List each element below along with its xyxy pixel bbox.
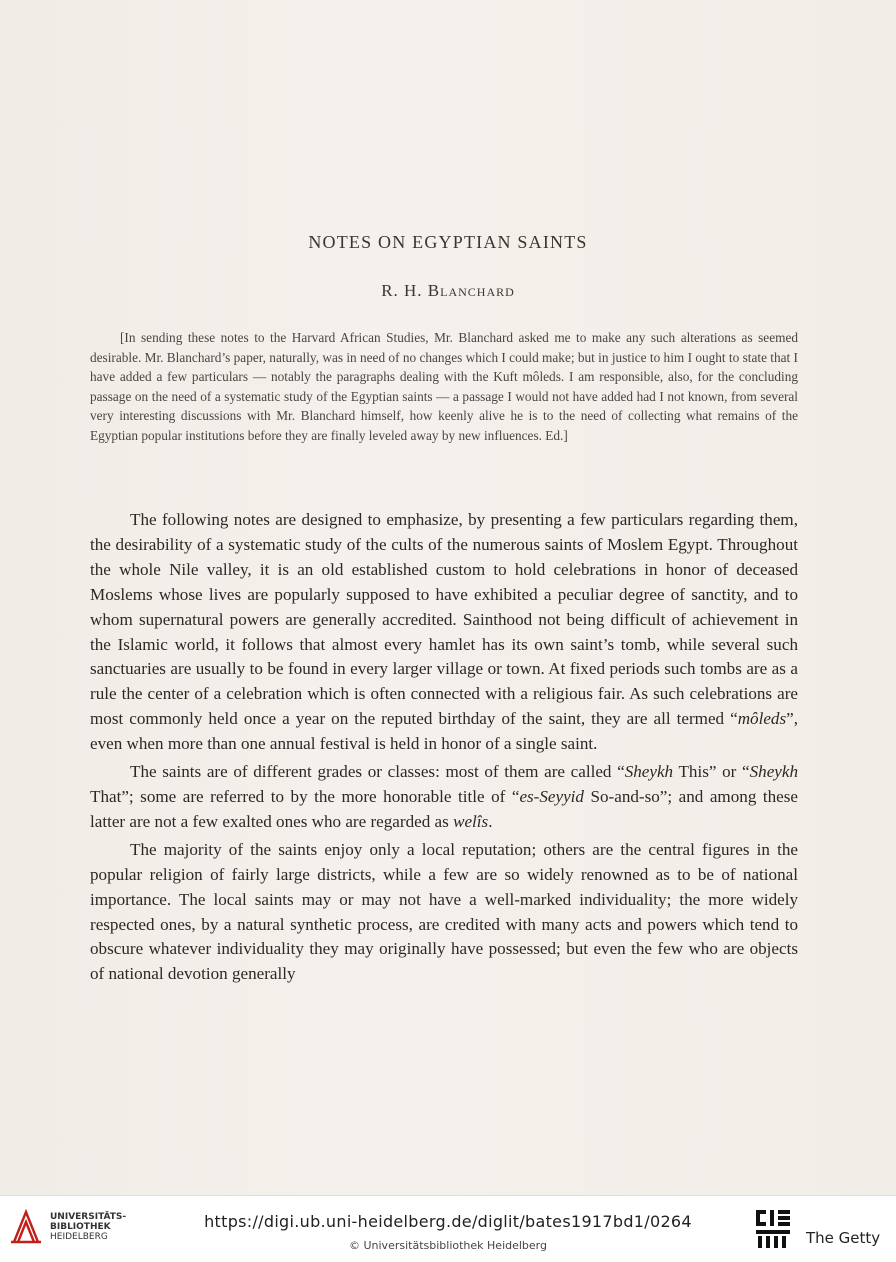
permalink-url[interactable]: https://digi.ub.uni-heidelberg.de/diglit/bates1917bd1/0264 bbox=[204, 1212, 692, 1231]
library-name-line-2: BIBLIOTHEK bbox=[50, 1222, 111, 1232]
editor-note bbox=[90, 328, 798, 446]
moleds-term: môleds bbox=[737, 709, 787, 729]
library-name-line-3: HEIDELBERG bbox=[50, 1232, 108, 1242]
library-name-line-1: UNIVERSITÄTS- bbox=[50, 1212, 127, 1222]
paragraph-2 bbox=[90, 760, 798, 835]
viewer-footer bbox=[0, 1195, 896, 1262]
editor-note-text: [In sending these notes to the Harvard African Studies, Mr. Blanchard asked me to make any such alterations as seemed desirable. Mr. Blanchard’s paper, naturally, was in need of no changes which I could make; but in justice to him I ought to state that I have added a few particulars — notably the paragraphs dealing with the Kuft môleds. I am responsible, also, for the concluding passage on the need of a systematic study of the Egyptian saints — a passage I would not have added had I not known, from several very interesting discussions with Mr. Blanchard himself, how keenly alive he is to the need of collecting what remains of the Egyptian popular institutions before they are finally leveled away by new influences. Ed.] bbox=[90, 330, 798, 443]
paragraph-1-text-a: The following notes are designed to emphasize, by presenting a few particulars regarding them, the desirability of a systematic study of the cults of the numerous saints of Moslem Egypt. Throughout the whole Nile valley, it is an old established custom to hold celebrations in honor of deceased Moslems whose lives are popularly supposed to have exhibited a peculiar degree of sanctity, and to whom supernatural powers are generally accredited. Sainthood not being difficult of achievement in the Islamic world, it follows that almost every hamlet has its own saint’s tomb, while several such sanctuaries are usually to be found in every larger village or town. At fixed periods such tombs are as a rule the center of a celebration which is often connected with a religious fair. As such celebrations are most commonly held once a year on the reputed birthday of the saint, they are all termed “ bbox=[90, 510, 798, 729]
copyright-notice: © Universitätsbibliothek Heidelberg bbox=[348, 1239, 547, 1252]
paragraph-3: The majority of the saints enjoy only a local reputation; others are the central figures in the popular religion of fairly large districts, while a few are so widely renowned as to be of national importance. The local saints may or may not have a well-marked individuality; the more widely respected ones, by a natural synthetic process, are credited with many acts and powers which tend to obscure whatever individuality they may originally have possessed; but even the few who are objects of national devotion generally bbox=[90, 839, 798, 984]
getty-name: The Getty bbox=[806, 1229, 881, 1247]
welis-term: welîs bbox=[453, 811, 489, 831]
sheykh-term-2: Sheykh bbox=[749, 762, 798, 782]
paragraph-2-text-c: That”; some are referred to by the more honorable title of “ bbox=[90, 786, 520, 806]
paragraph-2-text-e: . bbox=[488, 811, 493, 831]
paragraph-1-text-b: ”, even when more than one annual festival is held in honor of a single saint. bbox=[90, 709, 798, 754]
paragraph-2-text-a: The saints are of different grades or classes: most of them are called “ bbox=[130, 762, 625, 782]
seyyid-term: es-Seyyid bbox=[519, 786, 584, 806]
author-name: R. H. Blanchard bbox=[381, 281, 515, 300]
getty-logo-icon[interactable] bbox=[754, 1208, 792, 1250]
paragraph-1 bbox=[90, 508, 798, 757]
sheykh-term-1: Sheykh bbox=[624, 762, 674, 782]
body-text bbox=[90, 508, 798, 990]
paragraph-2-text-d: So-and-so”; and among these latter are not a few exalted ones who are regarded as bbox=[90, 786, 798, 831]
paragraph-2-text-b: This” or “ bbox=[673, 762, 750, 782]
page-title: NOTES ON EGYPTIAN SAINTS bbox=[308, 232, 588, 252]
